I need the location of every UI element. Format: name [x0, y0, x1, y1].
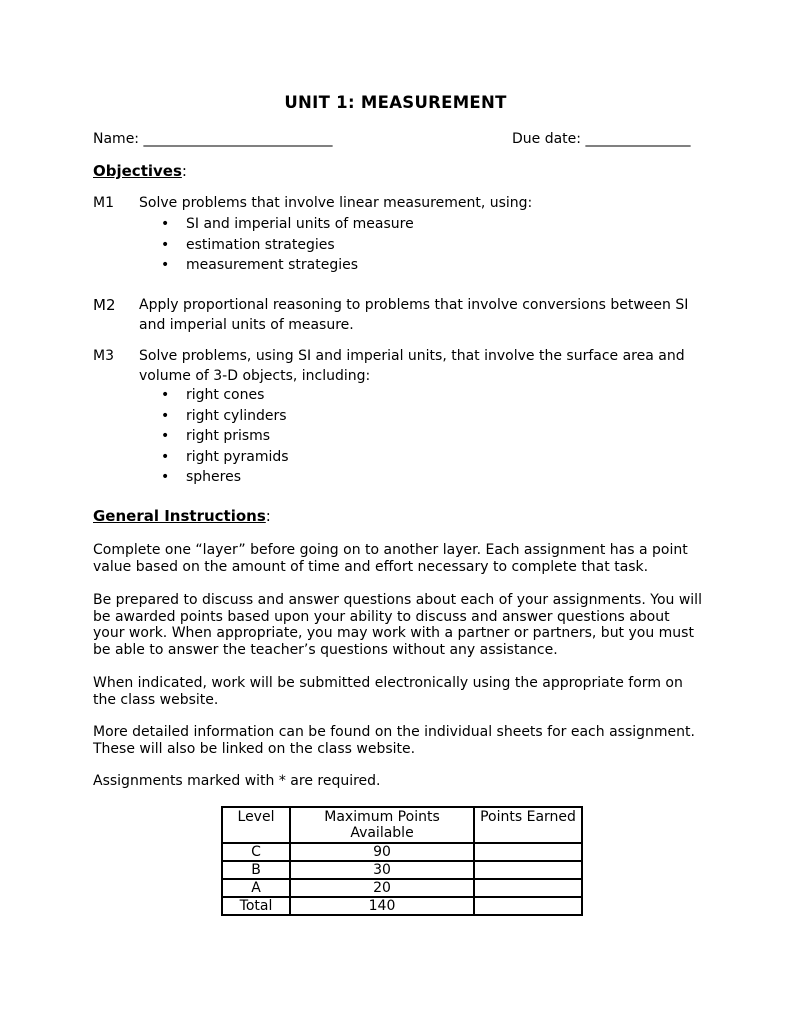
instructions-paragraph: Complete one “layer” before going on to another layer. Each assignment has a point value based on the amount of time and effort necessary to complete that task.	[93, 542, 688, 575]
list-item: • SI and imperial units of measure	[139, 214, 414, 235]
list-item: • estimation strategies	[139, 235, 414, 256]
instructions-paragraph: When indicated, work will be submitted electronically using the appropriate form on the class website.	[93, 675, 683, 708]
objective-text-m1: Solve problems that involve linear measurement, using:	[139, 195, 533, 211]
instructions-paragraph: Be prepared to discuss and answer questions about each of your assignments. You will be awarded points based upon your ability to discuss and answer questions about your work. When appropriate, you may work with a partner or partners, but you must be able to answer the teacher’s questions without any assistance.	[93, 592, 702, 658]
page-title: UNIT 1: MEASUREMENT	[284, 93, 507, 112]
table-cell	[474, 879, 582, 897]
name-field: Name: ___________________________	[93, 131, 333, 147]
objectives-heading-colon: :	[181, 162, 187, 180]
list-item: • right cones	[139, 385, 289, 406]
objective-code-m3: M3	[93, 348, 114, 364]
table-cell: 20	[290, 879, 474, 897]
instructions-paragraph: Assignments marked with * are required.	[93, 773, 381, 789]
table-header-cell: Maximum Points Available	[290, 807, 474, 843]
table-cell	[474, 861, 582, 879]
objective-m1-bullets	[139, 214, 414, 276]
objective-text-m3: Solve problems, using SI and imperial units, that involve the surface area and volume of 3-D objects, including:	[139, 348, 685, 384]
list-item: • right cylinders	[139, 406, 289, 427]
table-row	[222, 861, 582, 879]
objective-code-m1: M1	[93, 195, 114, 211]
list-item: • measurement strategies	[139, 255, 414, 276]
table-header-row	[222, 807, 582, 843]
table-row	[222, 897, 582, 915]
due-date-field: Due date: _______________	[512, 131, 691, 147]
objectives-section-heading	[93, 161, 187, 180]
table-cell	[474, 897, 582, 915]
instructions-heading: General Instructions	[93, 507, 266, 525]
objective-m3-bullets	[139, 385, 289, 488]
objective-code-m2: M2	[93, 296, 116, 314]
table-header-cell: Level	[222, 807, 290, 843]
table-cell: C	[222, 843, 290, 861]
table-cell: 140	[290, 897, 474, 915]
objectives-heading: Objectives	[93, 162, 182, 180]
table-cell: 30	[290, 861, 474, 879]
objective-text-m2: Apply proportional reasoning to problems that involve conversions between SI and imperial units of measure.	[139, 297, 689, 333]
instructions-heading-colon: :	[265, 507, 271, 525]
table-cell: A	[222, 879, 290, 897]
instructions-section-heading	[93, 506, 271, 525]
table-cell: B	[222, 861, 290, 879]
list-item: • right pyramids	[139, 447, 289, 468]
table-row	[222, 843, 582, 861]
list-item: • spheres	[139, 467, 289, 488]
instructions-paragraph: More detailed information can be found on the individual sheets for each assignment. These will also be linked on the class website.	[93, 724, 695, 757]
table-row	[222, 879, 582, 897]
points-table	[221, 806, 583, 916]
list-item: • right prisms	[139, 426, 289, 447]
table-header-cell: Points Earned	[474, 807, 582, 843]
table-cell	[474, 843, 582, 861]
table-cell: Total	[222, 897, 290, 915]
table-cell: 90	[290, 843, 474, 861]
